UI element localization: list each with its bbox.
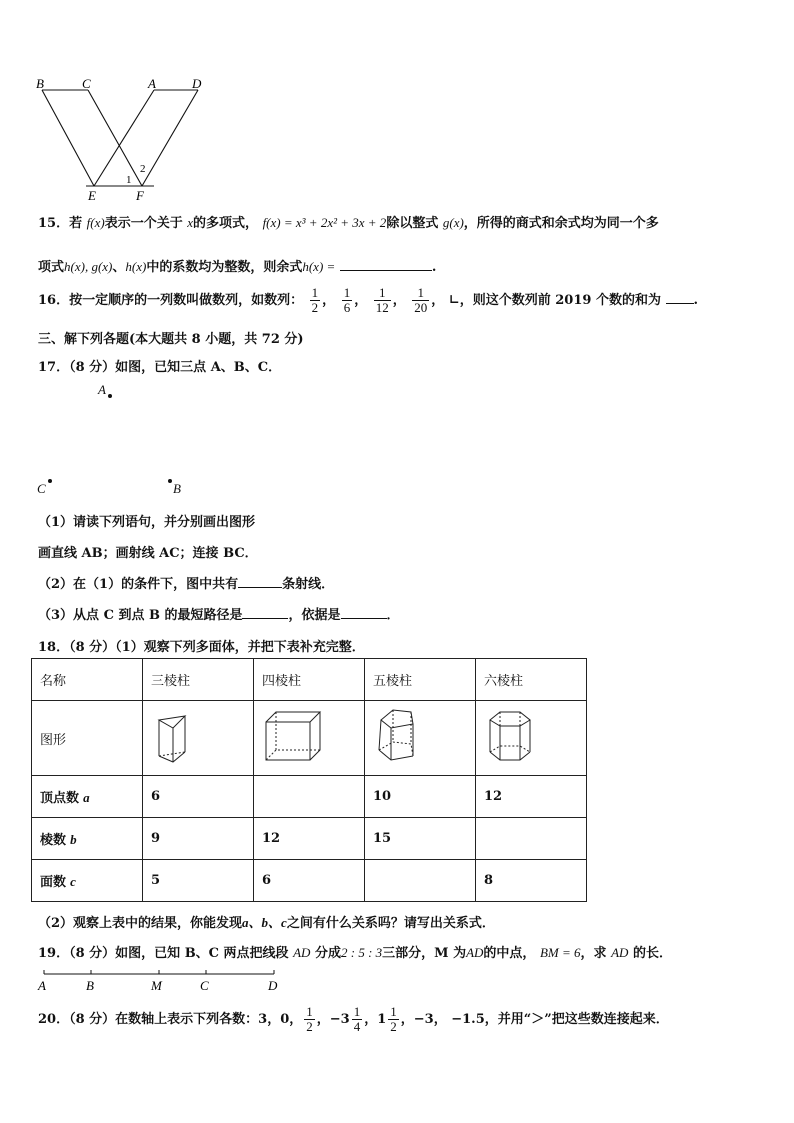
question-18-head: 18．（8 分）（1）观察下列多面体，并把下表补充完整． <box>38 640 365 655</box>
row-label: 面数 c <box>32 860 143 902</box>
question-17-part2: （2）在（1）的条件下，图中共有 条射线． <box>38 577 335 592</box>
label-e: E <box>88 188 96 202</box>
angle-2-label: 2 <box>140 163 146 175</box>
question-17-part1: （1）请读下列语句，并分别画出图形 <box>38 515 256 530</box>
figure-cell <box>254 701 365 776</box>
fraction-3: $\frac{1}{12}$ <box>375 285 389 315</box>
label-f: F <box>136 188 144 202</box>
triangular-prism-icon <box>153 706 213 766</box>
polynomial-equation: f(x) = x³ + 2x² + 3x + 2 <box>262 215 387 230</box>
table-cell[interactable] <box>476 818 587 860</box>
table-row <box>32 776 587 818</box>
ellipsis-mark: ∟ <box>448 293 460 308</box>
segment-figure <box>34 966 294 998</box>
figure-cell <box>476 701 587 776</box>
angle-1-label: 1 <box>126 174 132 186</box>
point-label: A <box>38 978 46 993</box>
section-heading: 三、解下列各题(本大题共 8 小题，共 72 分) <box>38 332 304 347</box>
table-row <box>32 860 587 902</box>
fraction-1: $\frac{1}{2}$ <box>311 285 319 315</box>
fraction-2: $\frac{1}{6}$ <box>343 285 351 315</box>
point-a-label: A <box>98 382 106 397</box>
point-b-label: B <box>173 481 181 496</box>
table-cell: 6 <box>143 776 254 818</box>
table-cell: 10 <box>365 776 476 818</box>
table-cell: 12 <box>476 776 587 818</box>
header-cell: 三棱柱 <box>143 659 254 701</box>
hexagonal-prism-icon <box>486 706 546 766</box>
point-c-dot <box>48 479 52 483</box>
table-cell: 5 <box>143 860 254 902</box>
fraction-4: $\frac{1}{20}$ <box>414 285 428 315</box>
question-20: 20．（8 分）在数轴上表示下列各数：3，0， $\frac{1}{2}$ ，−3 $\frac{1}{4}$ ，1 $\frac{1}{2}$ ，−3， −1.5，并用“＞”把这些数连接起来． <box>38 1004 669 1034</box>
question-17-head: 17．（8 分）如图，已知三点 A、B、C． <box>38 360 282 375</box>
header-cell: 五棱柱 <box>365 659 476 701</box>
question-16: 16．按一定顺序的一列数叫做数列，如数列： $\frac{1}{2}$ ， $\frac{1}{6}$ ， $\frac{1}{12}$ ， $\frac{1}{20}$ ， ∟，则这个数列前 2019 个数的和为 . <box>38 285 699 315</box>
question-17-part1-instructions: 画直线 AB；画射线 AC；连接 BC． <box>38 546 258 561</box>
polyhedra-table <box>31 658 587 902</box>
row-label: 棱数 b <box>32 818 143 860</box>
header-cell: 六棱柱 <box>476 659 587 701</box>
answer-blank-17-2[interactable] <box>238 587 282 588</box>
label-a: A <box>148 76 156 91</box>
question-15-line1: 15．若 f(x)表示一个关于 x的多项式， f(x) = x³ + 2x² + 3x + 2除以整式 g(x)，所得的商式和余式均为同一个多 <box>38 215 659 231</box>
point-label: B <box>86 978 94 993</box>
header-cell: 四棱柱 <box>254 659 365 701</box>
figure-cell <box>365 701 476 776</box>
label-d: D <box>192 76 202 91</box>
table-cell: 8 <box>476 860 587 902</box>
question-19: 19．（8 分）如图，已知 B、C 两点把线段 AD 分成2 : 5 : 3三部分，M 为AD的中点， BM = 6，求 AD 的长． <box>38 945 672 961</box>
parallelogram-figure <box>30 70 220 202</box>
answer-blank-16[interactable] <box>666 303 694 304</box>
table-row <box>32 818 587 860</box>
pentagonal-prism-icon <box>375 706 435 766</box>
point-b-dot <box>168 479 172 483</box>
row-label: 图形 <box>32 701 143 776</box>
table-header-row <box>32 659 587 701</box>
label-c: C <box>82 76 91 91</box>
figure-cell <box>143 701 254 776</box>
point-a-dot <box>108 394 112 398</box>
table-cell[interactable] <box>365 860 476 902</box>
label-b: B <box>36 76 44 91</box>
question-18-part2: （2）观察上表中的结果，你能发现a、b、c之间有什么关系吗？请写出关系式． <box>38 915 495 931</box>
table-cell: 15 <box>365 818 476 860</box>
fraction-half: $\frac{1}{2}$ <box>306 1004 313 1034</box>
header-cell: 名称 <box>32 659 143 701</box>
point-label: M <box>151 978 162 993</box>
table-row-figures <box>32 701 587 776</box>
point-label: D <box>268 978 278 993</box>
question-17-part3: （3）从点 C 到点 B 的最短路径是 ，依据是 ． <box>38 608 400 623</box>
point-label: C <box>200 978 209 993</box>
table-cell[interactable] <box>254 776 365 818</box>
answer-blank-17-3b[interactable] <box>341 618 387 619</box>
table-cell: 9 <box>143 818 254 860</box>
fraction-half: $\frac{1}{2}$ <box>390 1004 397 1034</box>
point-c-label: C <box>37 481 46 496</box>
question-15-line2: 项式h(x), g(x)、h(x)中的系数均为整数，则余式h(x) = . <box>38 259 437 275</box>
table-cell: 12 <box>254 818 365 860</box>
fraction-quarter: $\frac{1}{4}$ <box>353 1004 361 1034</box>
answer-blank-15[interactable] <box>340 270 432 271</box>
answer-blank-17-3a[interactable] <box>242 618 288 619</box>
square-prism-icon <box>264 706 334 766</box>
row-label: 顶点数 a <box>32 776 143 818</box>
table-cell: 6 <box>254 860 365 902</box>
